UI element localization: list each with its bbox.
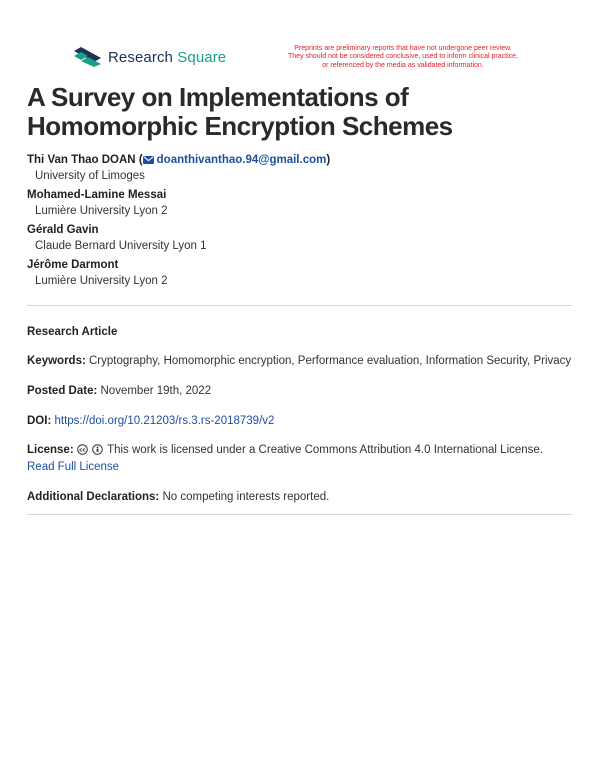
posted-date-value: November 19th, 2022 [100,385,212,397]
logo-text [108,49,226,66]
divider [27,305,572,306]
logo-word-research: Research [108,48,173,66]
posted-date-label: Posted Date: [27,385,98,397]
keywords-value: Cryptography, Homomorphic encryption, Performance evaluation, Information Security, Privacy [89,355,572,367]
posted-date-row [27,383,587,400]
author-email: doanthivanthao.94@gmail.com [156,154,327,166]
svg-text:cc: cc [79,447,86,454]
doi-row [27,413,587,430]
keywords-label: Keywords: [27,355,86,367]
declarations-value: No competing interests reported. [162,491,330,503]
author-affiliation: Lumière University Lyon 2 [35,275,168,287]
notice-line: They should not be considered conclusive, used to inform clinical practice, [288,53,518,61]
doi-label: DOI: [27,415,52,427]
declarations-row [27,489,587,506]
divider [27,514,572,515]
attribution-icon [92,444,103,455]
author-entry: Thi Van Thao DOAN ( doanthivanthao.94@gmail.com) University of Limoges [27,152,572,184]
author-name: Mohamed-Lamine Messai [27,189,167,201]
author-name: Thi Van Thao DOAN [27,154,136,166]
author-affiliation: University of Limoges [35,170,145,182]
author-list [27,152,572,292]
author-name: Gérald Gavin [27,224,99,236]
author-name: Jérôme Darmont [27,259,119,271]
creative-commons-icon [77,444,88,455]
doi-link[interactable]: https://doi.org/10.21203/rs.3.rs-2018739/v2 [54,415,275,427]
read-full-license-link[interactable]: Read Full License [27,461,120,473]
license-row [27,442,587,476]
declarations-label: Additional Declarations: [27,491,160,503]
paper-title: A Survey on Implementations of Homomorphic Encryption Schemes [27,82,453,141]
article-type-label: Research Article [27,326,118,338]
research-square-logo-icon [74,47,101,67]
envelope-icon [143,156,154,164]
author-entry [27,257,572,289]
author-entry [27,222,572,254]
author-affiliation: Claude Bernard University Lyon 1 [35,240,207,252]
license-label: License: [27,444,74,456]
notice-line: Preprints are preliminary reports that have not undergone peer review. [294,45,512,52]
license-text: This work is licensed under a Creative Commons Attribution 4.0 International License. [107,444,544,456]
header [0,0,600,80]
notice-line: or referenced by the media as validated information. [322,61,484,69]
logo-word-square: Square [177,48,227,66]
article-type [27,324,587,341]
preprint-notice [268,45,538,70]
research-square-logo[interactable] [74,47,226,67]
author-email-link[interactable] [143,154,327,166]
keywords-row [27,353,587,370]
author-entry [27,187,572,219]
author-affiliation: Lumière University Lyon 2 [35,205,168,217]
